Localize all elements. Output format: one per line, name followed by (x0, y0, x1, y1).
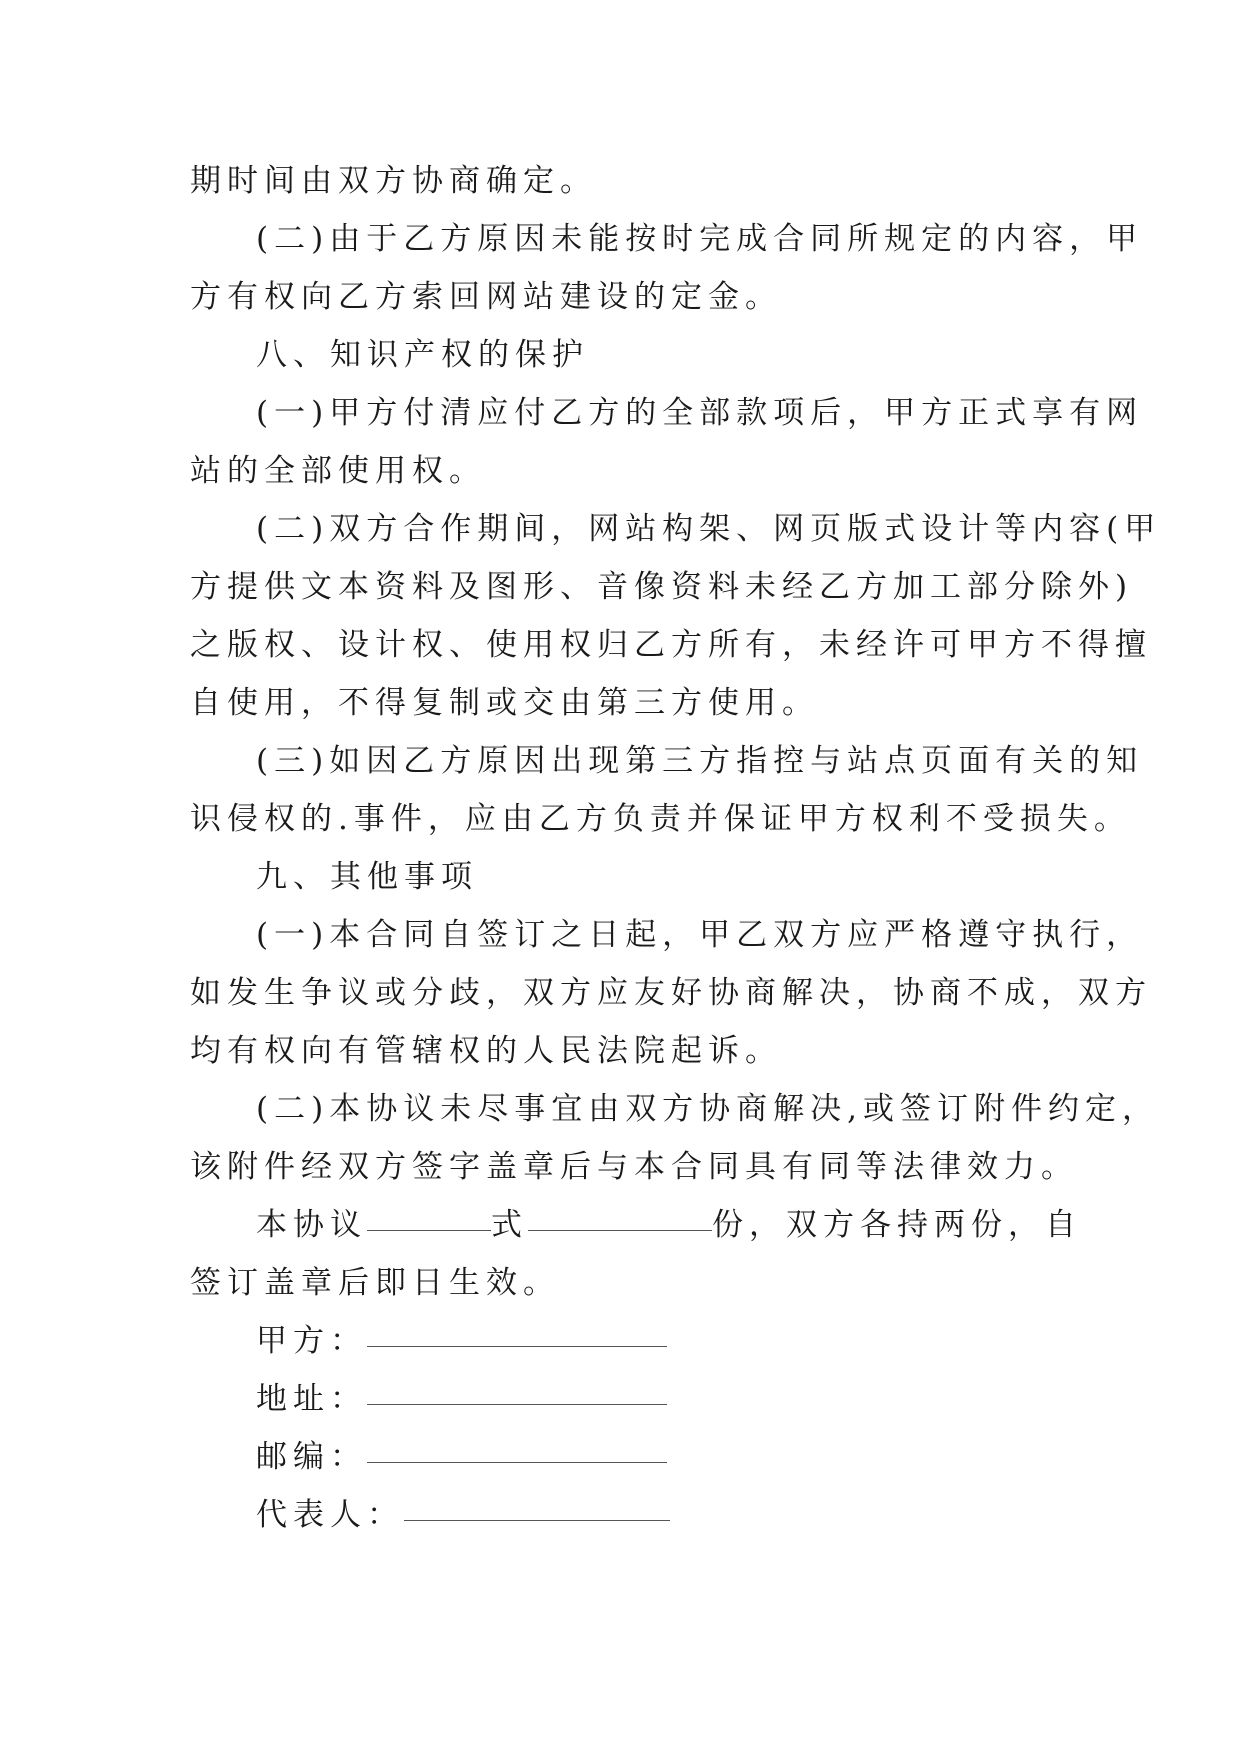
paragraph-line: (三)如因乙方原因出现第三方指控与站点页面有关的知 (256, 743, 1144, 779)
paragraph-line: 识侵权的.事件，应由乙方负责并保证甲方权利不受损失。 (190, 801, 1131, 837)
representative-blank[interactable] (404, 1486, 670, 1521)
address-blank[interactable] (367, 1370, 667, 1405)
copies-prefix: 本协议 (256, 1207, 367, 1243)
address-label: 地址： (256, 1381, 367, 1417)
paragraph-line: (一)甲方付清应付乙方的全部款项后，甲方正式享有网 (256, 395, 1144, 431)
copies-suffix: 份，双方各持两份，自 (712, 1207, 1082, 1243)
paragraph-line: (二)双方合作期间，网站构架、网页版式设计等内容(甲 (256, 511, 1162, 547)
paragraph-line: 之版权、设计权、使用权归乙方所有，未经许可甲方不得擅 (190, 627, 1152, 663)
representative-label: 代表人： (256, 1497, 404, 1533)
party-a-blank[interactable] (367, 1312, 667, 1347)
section-heading-other-matters: 九、其他事项 (256, 859, 478, 895)
signature-representative (190, 1486, 1050, 1544)
paragraph-line: 方有权向乙方索回网站建设的定金。 (190, 279, 782, 315)
copies-continuation: 签订盖章后即日生效。 (190, 1265, 560, 1301)
signature-postcode (190, 1428, 1050, 1486)
section-heading-ip-protection: 八、知识产权的保护 (256, 337, 589, 373)
signature-party-a (190, 1312, 1050, 1370)
paragraph-line: (一)本合同自签订之日起，甲乙双方应严格遵守执行， (256, 917, 1144, 953)
postcode-blank[interactable] (367, 1428, 667, 1463)
copies-blank-count[interactable] (528, 1196, 712, 1231)
copies-middle: 式 (491, 1207, 528, 1243)
paragraph-line: 该附件经双方签字盖章后与本合同具有同等法律效力。 (190, 1149, 1078, 1185)
contract-body (190, 152, 1162, 1544)
signature-address (190, 1370, 1050, 1428)
copies-blank-form[interactable] (367, 1196, 491, 1231)
paragraph-line: 自使用，不得复制或交由第三方使用。 (190, 685, 819, 721)
paragraph-line: (二)本协议未尽事宜由双方协商解决,或签订附件约定， (256, 1091, 1160, 1127)
copies-clause (190, 1196, 1082, 1254)
paragraph-line: 站的全部使用权。 (190, 453, 486, 489)
paragraph-line: (二)由于乙方原因未能按时完成合同所规定的内容，甲 (256, 221, 1144, 257)
paragraph-line: 方提供文本资料及图形、音像资料未经乙方加工部分除外) (190, 569, 1134, 605)
paragraph-line: 如发生争议或分歧，双方应友好协商解决，协商不成，双方 (190, 975, 1152, 1011)
postcode-label: 邮编： (256, 1439, 367, 1475)
party-a-label: 甲方： (256, 1323, 367, 1359)
paragraph-line: 期时间由双方协商确定。 (190, 163, 597, 199)
paragraph-line: 均有权向有管辖权的人民法院起诉。 (190, 1033, 782, 1069)
